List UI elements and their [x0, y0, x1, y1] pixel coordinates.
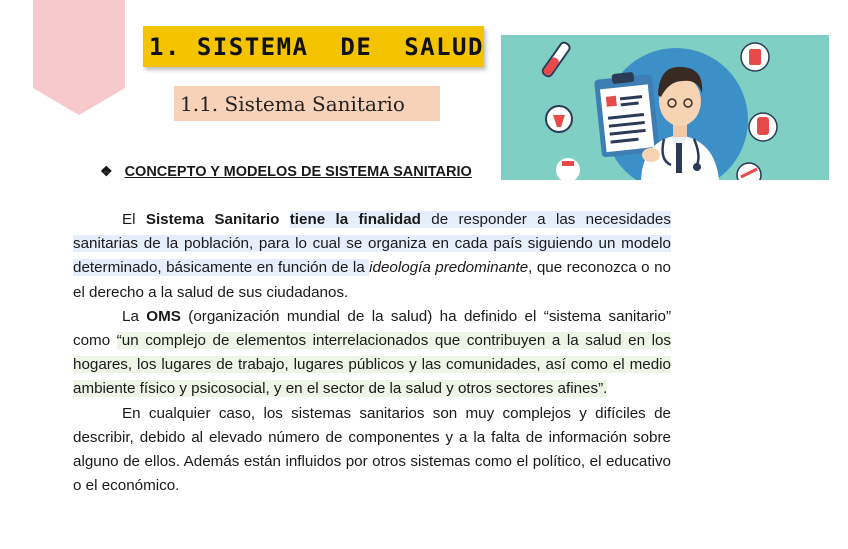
doctor-illustration [501, 35, 829, 180]
section-subtitle-text: 1.1. Sistema Sanitario [180, 91, 405, 116]
chapter-title-text: 1. SISTEMA DE SALUD [149, 32, 484, 61]
highlight-finalidad: tiene la finalidad [289, 211, 421, 228]
chapter-title [143, 26, 484, 67]
diamond-bullet-icon: ❖ [100, 163, 113, 179]
section-subtitle [174, 86, 440, 121]
section-heading-text: CONCEPTO Y MODELOS DE SISTEMA SANITARIO [124, 163, 472, 180]
body-text [73, 208, 671, 498]
ribbon-bookmark-icon [33, 0, 125, 115]
paragraph-2: La OMS (organización mundial de la salud) ha definido el “sistema sanitario” como “un complejo de elementos interrelacionados que contribuyen a la salud en los hogares, los lugares de trabajo, lugares públicos y las comunidades, así como el medio ambiente físico y psicosocial, y en el sector de la salud y otros sectores afines”. [73, 307, 671, 398]
paragraph-3: En cualquier caso, los sistemas sanitarios son muy complejos y difíciles de describir, debido al elevado número de componentes y a la falta de información sobre alguno de ellos. Además están influidos por otros sistemas como el político, el educativo o el económico. [73, 404, 671, 495]
paragraph-1: El Sistema Sanitario tiene la finalidad de responder a las necesidades sanitarias de la población, para lo cual se organiza en cada país siguiendo un modelo determinado, básicamente en función de la ideología predominante, que reconozca o no el derecho a la salud de sus ciudadanos. [73, 211, 671, 301]
oms-definition-quote: “un complejo de elementos interrelacionados que contribuyen a la salud en los hogares, los lugares de trabajo, lugares públicos y las comunidades, así como el medio ambiente físico y psicosocial, y en el sector de la salud y otros sectores afines”. [73, 332, 671, 398]
section-heading [100, 163, 472, 180]
